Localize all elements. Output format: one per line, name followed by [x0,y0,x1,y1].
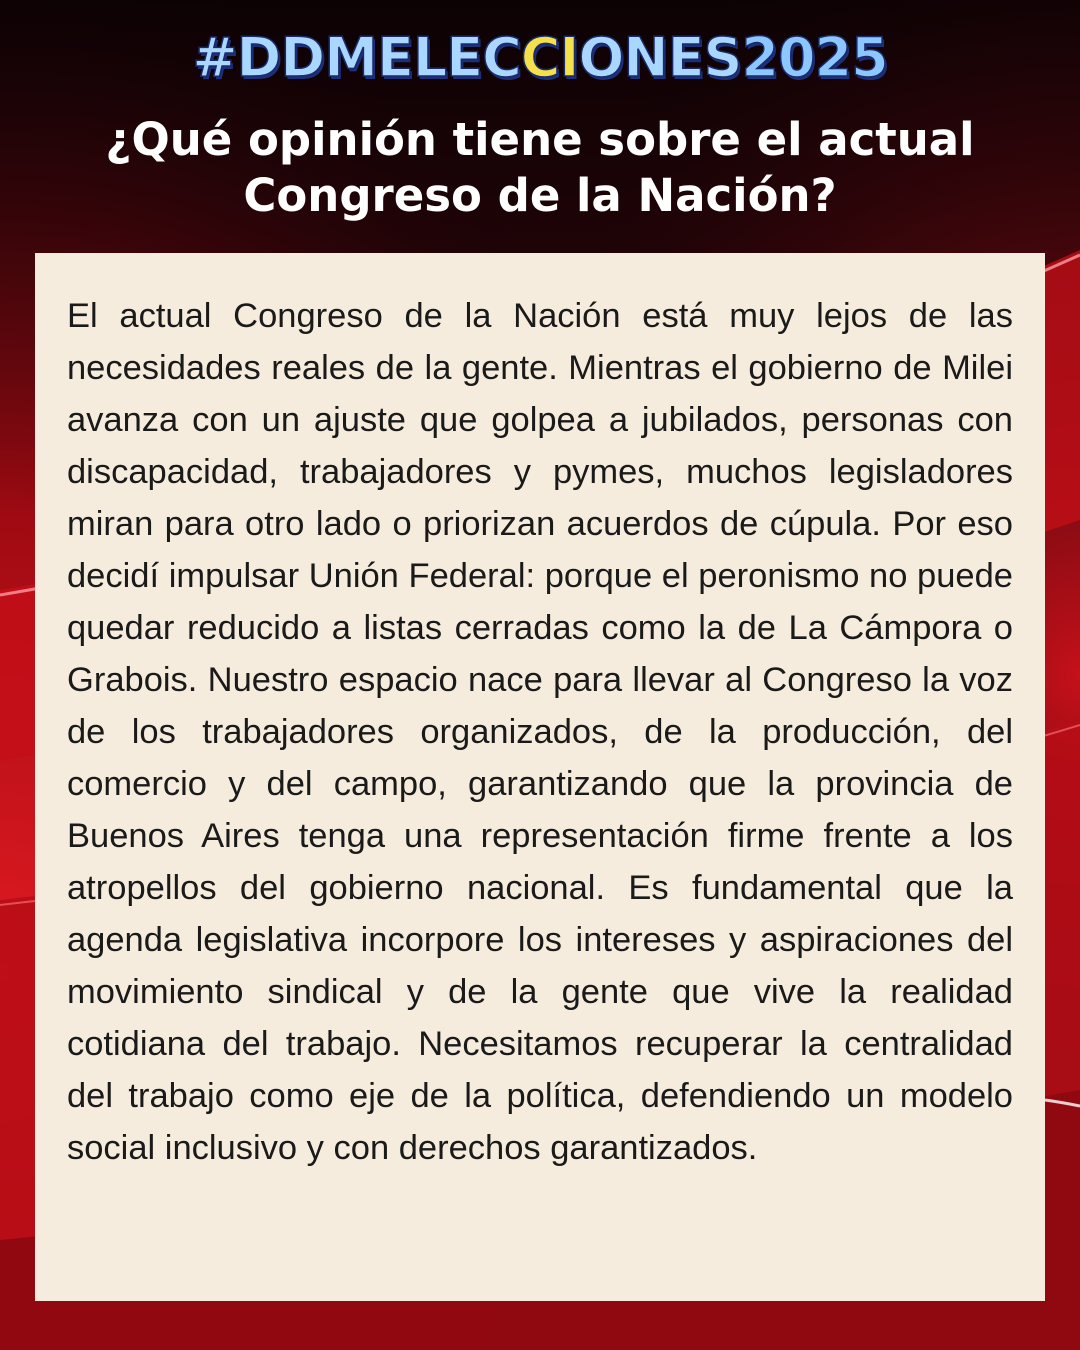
hashtag-part-4: 2025 [741,26,888,89]
question-line-2: Congreso de la Nación? [243,169,837,222]
hashtag-part-3: ONES [578,26,742,89]
answer-text: El actual Congreso de la Nación está muy lejos de las necesidades reales de la gente. Mientras el gobierno de Milei avanza con un ajuste que golpea a jubilados, personas con discapacidad, trabajadores y pymes, muchos legisladores miran para otro lado o priorizan acuerdos de cúpula. Por eso decidí impulsar Unión Federal: porque el peronismo no puede quedar reducido a listas cerradas como la de La Cámpora o Grabois. Nuestro espacio nace para llevar al Congreso la voz de los trabajadores organizados, de la producción, del comercio y del campo, garantizando que la provincia de Buenos Aires tenga una representación firme frente a los atropellos del gobierno nacional. Es fundamental que la agenda legislativa incorpore los intereses y aspiraciones del movimiento sindical y de la gente que vive la realidad cotidiana del trabajo. Necesitamos recuperar la centralidad del trabajo como eje de la política, defendiendo un modelo social inclusivo y con derechos garantizados. [67,297,1013,1167]
question-line-1: ¿Qué opinión tiene sobre el actual [105,113,975,166]
hashtag-part-2: CI [520,26,579,89]
question-heading [60,112,1020,224]
hashtag-title [0,26,1080,90]
hashtag-part-1: #DDMELEC [192,26,521,89]
